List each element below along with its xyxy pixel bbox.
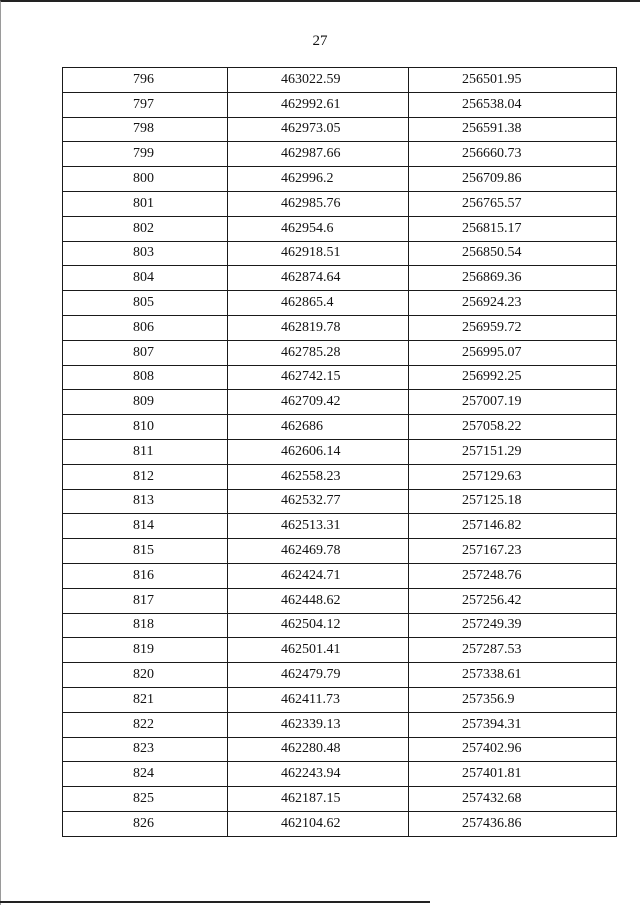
table-row [63, 489, 617, 514]
x-coordinate-cell: 462918.51 [228, 241, 409, 266]
table-row [63, 340, 617, 365]
x-coordinate-cell: 462987.66 [228, 142, 409, 167]
table-row [63, 142, 617, 167]
table-row [63, 315, 617, 340]
table-row [63, 539, 617, 564]
y-coordinate-cell: 256959.72 [409, 315, 617, 340]
page-number: 27 [312, 33, 328, 49]
table-row [63, 787, 617, 812]
coordinates-table [62, 67, 617, 837]
x-coordinate-cell: 462339.13 [228, 712, 409, 737]
point-number-cell: 802 [63, 216, 228, 241]
point-number-cell: 820 [63, 663, 228, 688]
x-coordinate-cell: 462501.41 [228, 638, 409, 663]
x-coordinate-cell: 462992.61 [228, 92, 409, 117]
point-number-cell: 803 [63, 241, 228, 266]
table-row [63, 415, 617, 440]
x-coordinate-cell: 462996.2 [228, 167, 409, 192]
table-row [63, 191, 617, 216]
table-row [63, 167, 617, 192]
y-coordinate-cell: 257249.39 [409, 613, 617, 638]
x-coordinate-cell: 462709.42 [228, 390, 409, 415]
x-coordinate-cell: 462874.64 [228, 266, 409, 291]
point-number-cell: 816 [63, 563, 228, 588]
y-coordinate-cell: 257401.81 [409, 762, 617, 787]
table-row [63, 365, 617, 390]
point-number-cell: 796 [63, 68, 228, 93]
point-number-cell: 805 [63, 291, 228, 316]
y-coordinate-cell: 257432.68 [409, 787, 617, 812]
y-coordinate-cell: 257058.22 [409, 415, 617, 440]
coordinates-table-body [63, 68, 617, 837]
table-row [63, 563, 617, 588]
table-row [63, 588, 617, 613]
y-coordinate-cell: 256765.57 [409, 191, 617, 216]
x-coordinate-cell: 462686 [228, 415, 409, 440]
y-coordinate-cell: 256924.23 [409, 291, 617, 316]
table-row [63, 811, 617, 836]
y-coordinate-cell: 256815.17 [409, 216, 617, 241]
table-row [63, 737, 617, 762]
y-coordinate-cell: 257287.53 [409, 638, 617, 663]
table-row [63, 390, 617, 415]
point-number-cell: 807 [63, 340, 228, 365]
x-coordinate-cell: 462865.4 [228, 291, 409, 316]
point-number-cell: 799 [63, 142, 228, 167]
y-coordinate-cell: 256501.95 [409, 68, 617, 93]
point-number-cell: 822 [63, 712, 228, 737]
point-number-cell: 798 [63, 117, 228, 142]
x-coordinate-cell: 462558.23 [228, 464, 409, 489]
point-number-cell: 810 [63, 415, 228, 440]
table-row [63, 216, 617, 241]
point-number-cell: 813 [63, 489, 228, 514]
y-coordinate-cell: 257146.82 [409, 514, 617, 539]
point-number-cell: 826 [63, 811, 228, 836]
table-row [63, 613, 617, 638]
x-coordinate-cell: 463022.59 [228, 68, 409, 93]
point-number-cell: 815 [63, 539, 228, 564]
point-number-cell: 800 [63, 167, 228, 192]
point-number-cell: 825 [63, 787, 228, 812]
x-coordinate-cell: 462104.62 [228, 811, 409, 836]
x-coordinate-cell: 462424.71 [228, 563, 409, 588]
y-coordinate-cell: 256709.86 [409, 167, 617, 192]
point-number-cell: 797 [63, 92, 228, 117]
x-coordinate-cell: 462785.28 [228, 340, 409, 365]
y-coordinate-cell: 256850.54 [409, 241, 617, 266]
point-number-cell: 812 [63, 464, 228, 489]
x-coordinate-cell: 462411.73 [228, 687, 409, 712]
x-coordinate-cell: 462513.31 [228, 514, 409, 539]
x-coordinate-cell: 462742.15 [228, 365, 409, 390]
x-coordinate-cell: 462504.12 [228, 613, 409, 638]
table-row [63, 663, 617, 688]
point-number-cell: 811 [63, 439, 228, 464]
y-coordinate-cell: 257007.19 [409, 390, 617, 415]
page-bottom-rule [0, 901, 430, 903]
x-coordinate-cell: 462280.48 [228, 737, 409, 762]
x-coordinate-cell: 462448.62 [228, 588, 409, 613]
table-row [63, 464, 617, 489]
table-row [63, 762, 617, 787]
y-coordinate-cell: 256538.04 [409, 92, 617, 117]
y-coordinate-cell: 257248.76 [409, 563, 617, 588]
table-row [63, 241, 617, 266]
y-coordinate-cell: 257151.29 [409, 439, 617, 464]
x-coordinate-cell: 462532.77 [228, 489, 409, 514]
table-row [63, 117, 617, 142]
x-coordinate-cell: 462954.6 [228, 216, 409, 241]
point-number-cell: 818 [63, 613, 228, 638]
point-number-cell: 823 [63, 737, 228, 762]
table-row [63, 514, 617, 539]
point-number-cell: 824 [63, 762, 228, 787]
y-coordinate-cell: 256591.38 [409, 117, 617, 142]
y-coordinate-cell: 256869.36 [409, 266, 617, 291]
point-number-cell: 819 [63, 638, 228, 663]
y-coordinate-cell: 257402.96 [409, 737, 617, 762]
point-number-cell: 821 [63, 687, 228, 712]
point-number-cell: 801 [63, 191, 228, 216]
point-number-cell: 804 [63, 266, 228, 291]
y-coordinate-cell: 257356.9 [409, 687, 617, 712]
x-coordinate-cell: 462985.76 [228, 191, 409, 216]
x-coordinate-cell: 462606.14 [228, 439, 409, 464]
table-row [63, 687, 617, 712]
x-coordinate-cell: 462973.05 [228, 117, 409, 142]
y-coordinate-cell: 257256.42 [409, 588, 617, 613]
point-number-cell: 817 [63, 588, 228, 613]
table-row [63, 712, 617, 737]
x-coordinate-cell: 462469.78 [228, 539, 409, 564]
table-row [63, 638, 617, 663]
y-coordinate-cell: 257129.63 [409, 464, 617, 489]
table-row [63, 439, 617, 464]
x-coordinate-cell: 462479.79 [228, 663, 409, 688]
table-row [63, 291, 617, 316]
point-number-cell: 806 [63, 315, 228, 340]
x-coordinate-cell: 462819.78 [228, 315, 409, 340]
y-coordinate-cell: 257394.31 [409, 712, 617, 737]
y-coordinate-cell: 257125.18 [409, 489, 617, 514]
point-number-cell: 814 [63, 514, 228, 539]
y-coordinate-cell: 256660.73 [409, 142, 617, 167]
table-row [63, 266, 617, 291]
y-coordinate-cell: 257338.61 [409, 663, 617, 688]
point-number-cell: 808 [63, 365, 228, 390]
x-coordinate-cell: 462243.94 [228, 762, 409, 787]
x-coordinate-cell: 462187.15 [228, 787, 409, 812]
table-row [63, 92, 617, 117]
y-coordinate-cell: 257167.23 [409, 539, 617, 564]
table-row [63, 68, 617, 93]
y-coordinate-cell: 257436.86 [409, 811, 617, 836]
y-coordinate-cell: 256995.07 [409, 340, 617, 365]
y-coordinate-cell: 256992.25 [409, 365, 617, 390]
point-number-cell: 809 [63, 390, 228, 415]
